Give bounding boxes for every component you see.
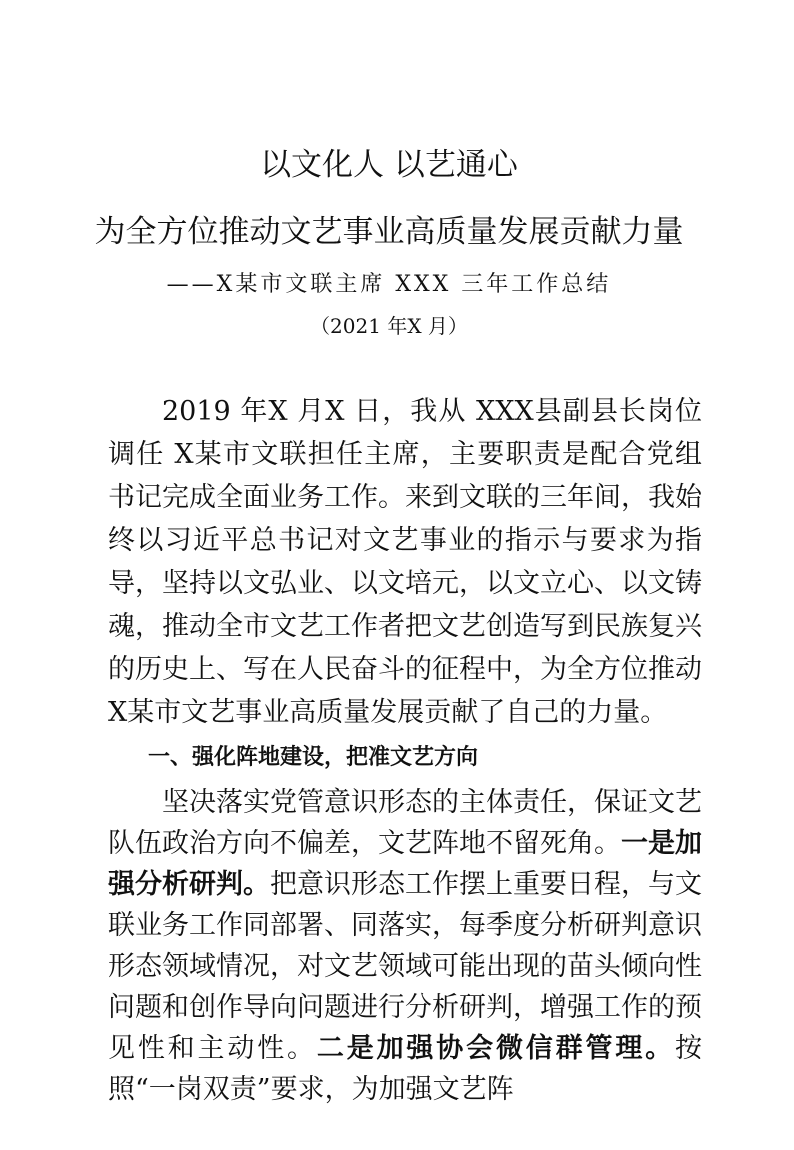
subtitle: ——X某市文联主席 XXX 三年工作总结 bbox=[166, 272, 612, 297]
text-segment: 按照“一岗双责”要求，为加强文艺阵 bbox=[108, 1033, 703, 1105]
bold-point-1: 一是加强分析研判。 bbox=[108, 828, 702, 900]
title-line-2: 为全方位推动文艺事业高质量发展贡献力量 bbox=[94, 214, 684, 250]
bold-point-2: 二是加强协会微信群管理。 bbox=[316, 1033, 676, 1064]
date-line: （2021 年X 月） bbox=[310, 314, 468, 338]
section-paragraph bbox=[108, 782, 702, 1110]
text-segment: 把意识形态工作摆上重要日程，与文联业务工作同部署、同落实，每季度分析研判意识形态领域情况，对文艺领域可能出现的苗头倾向性问题和创作导向问题进行分析研判，增强工作的预见性和主动性。 bbox=[108, 869, 702, 1064]
section-heading: 一、强化阵地建设，把准文艺方向 bbox=[148, 745, 479, 770]
title-line-1: 以文化人 以艺通心 bbox=[260, 147, 518, 183]
intro-paragraph: 2019 年X 月X 日，我从 XXX县副县长岗位调任 X某市文联担任主席，主要职责是配合党组书记完成全面业务工作。来到文联的三年间，我始终以习近平总书记对文艺事业的指示与要求为指导，坚持以文弘业、以文培元，以文立心、以文铸魂，推动全市文艺工作者把文艺创造写到民族复兴的历史上、写在人民奋斗的征程中，为全方位推动 X某市文艺事业高质量发展贡献了自己的力量。 bbox=[108, 396, 702, 728]
text-segment: 坚决落实党管意识形态的主体责任，保证文艺队伍政治方向不偏差，文艺阵地不留死角。 bbox=[108, 787, 702, 859]
